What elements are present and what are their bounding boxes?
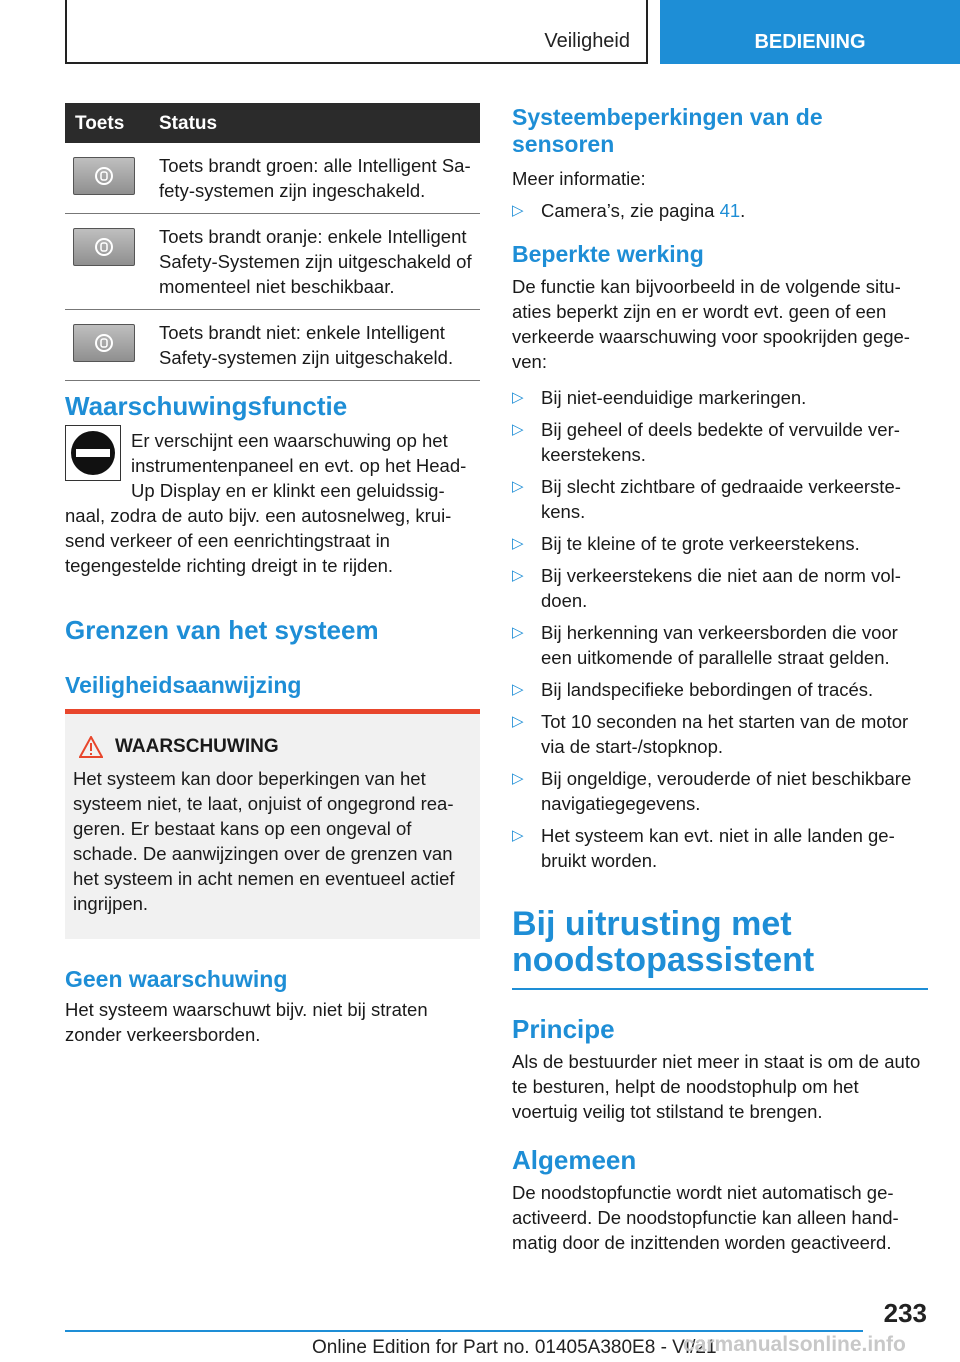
table-row xyxy=(65,143,480,214)
list-item: ▷ Het systeem kan evt. niet in alle landen ge-bruikt worden. xyxy=(512,825,895,871)
header-chapter-tab: BEDIENING xyxy=(660,0,960,64)
sensoren-list xyxy=(512,198,928,223)
status-table xyxy=(65,103,480,381)
status-text: Toets brandt niet: enkele Intelligent Safety-systemen zijn uitgeschakeld. xyxy=(149,310,480,381)
triangle-bullet-icon: ▷ xyxy=(512,567,524,584)
triangle-bullet-icon: ▷ xyxy=(512,535,524,552)
triangle-bullet-icon: ▷ xyxy=(512,389,524,406)
triangle-bullet-icon: ▷ xyxy=(512,713,524,730)
warning-triangle-icon xyxy=(79,736,103,758)
triangle-bullet-icon: ▷ xyxy=(512,421,524,438)
table-header-toets: Toets xyxy=(65,103,149,143)
heading-noodstopassistent: Bij uitrusting met noodstopassistent xyxy=(512,905,815,979)
geen-waarschuwing-text: Het systeem waarschuwt bijv. niet bij straten zonder verkeersborden. xyxy=(65,999,428,1045)
status-text: Toets brandt oranje: enkele Intelligent Safety-Systemen zijn uitgeschakeld of momenteel niet beschikbaar. xyxy=(149,214,480,310)
safety-button-icon xyxy=(73,228,135,266)
status-text: Toets brandt groen: alle Intelligent Sa-fety-systemen zijn ingeschakeld. xyxy=(149,143,480,214)
page-link[interactable]: 41 xyxy=(719,200,741,221)
warning-text: Het systeem kan door beperkingen van het systeem niet, te laat, onjuist of ongegrond rea-geren. Er bestaat kans op een ongeval of schade. De aanwijzingen over de grenzen van het systeem in acht nemen en eventueel actief ingrijpen. xyxy=(73,768,455,914)
list-item: ▷ Bij geheel of deels bedekte of vervuilde ver-keerstekens. xyxy=(512,419,900,465)
heading-waarschuwingsfunctie: Waarschuwingsfunctie xyxy=(65,391,348,421)
triangle-bullet-icon: ▷ xyxy=(512,770,524,787)
triangle-bullet-icon: ▷ xyxy=(512,202,524,219)
algemeen-text: De noodstopfunctie wordt niet automatisch ge-activeerd. De noodstopfunctie kan alleen hand-matig door de inzittenden worden geactiveerd. xyxy=(512,1182,899,1253)
triangle-bullet-icon: ▷ xyxy=(512,827,524,844)
footer-edition: Online Edition for Part no. 01405A380E8 - VI/21 xyxy=(312,1337,717,1358)
table-row xyxy=(65,214,480,310)
triangle-bullet-icon: ▷ xyxy=(512,478,524,495)
safety-button-icon xyxy=(73,157,135,195)
beperkte-text: De functie kan bijvoorbeeld in de volgende situ-aties beperkt zijn en er wordt evt. geen of een verkeerde waarschuwing voor spookrijden gege-ven: xyxy=(512,276,910,372)
list-item: ▷ Bij verkeerstekens die niet aan de norm vol-doen. xyxy=(512,565,901,611)
status-table-header xyxy=(65,103,480,143)
list-item: ▷ Bij ongeldige, verouderde of niet beschikbare navigatiegegevens. xyxy=(512,768,912,814)
list-item: ▷ Camera’s, zie pagina 41. xyxy=(512,200,746,221)
heading-algemeen: Algemeen xyxy=(512,1145,637,1175)
heading-veiligheidsaanwijzing: Veiligheidsaanwijzing xyxy=(65,672,302,698)
triangle-bullet-icon: ▷ xyxy=(512,624,524,641)
beperkte-list xyxy=(512,385,928,873)
header-section-title: Veiligheid xyxy=(544,30,630,52)
list-item: ▷ Bij landspecifieke bebordingen of tracés. xyxy=(512,679,874,700)
heading-grenzen: Grenzen van het systeem xyxy=(65,615,379,645)
safety-button-icon xyxy=(73,324,135,362)
heading-geen-waarschuwing: Geen waarschuwing xyxy=(65,966,288,992)
list-item: ▷ Bij te kleine of te grote verkeerstekens. xyxy=(512,533,860,554)
footer-divider xyxy=(65,1330,863,1332)
triangle-bullet-icon: ▷ xyxy=(512,681,524,698)
warning-box xyxy=(65,709,480,939)
waarschuwingsfunctie-text: Er verschijnt een waarschuwing op het instrumentenpaneel en evt. op het Head-Up Display en er klinkt een geluidssig-naal, zodra de auto bijv. een autosnelweg, krui-send verkeer of een eenrichtingstraat in tegengestelde richting dreigt in te rijden. xyxy=(65,430,467,576)
watermark: carmanualsonline.info xyxy=(683,1333,906,1356)
list-item: ▷ Bij slecht zichtbare of gedraaide verkeerste-kens. xyxy=(512,476,901,522)
heading-principe: Principe xyxy=(512,1014,615,1044)
heading-beperkte-werking: Beperkte werking xyxy=(512,241,704,267)
left-column xyxy=(65,103,480,1045)
list-item: ▷ Bij niet-eenduidige markeringen. xyxy=(512,387,807,408)
list-item: ▷ Bij herkenning van verkeersborden die voor een uitkomende of parallelle straat gelden. xyxy=(512,622,898,668)
page-number: 233 xyxy=(883,1298,927,1328)
table-header-status: Status xyxy=(149,103,480,143)
principe-text: Als de bestuurder niet meer in staat is om de auto te besturen, helpt de noodstophulp om het voertuig veilig tot stilstand te brengen. xyxy=(512,1051,921,1122)
right-column xyxy=(512,103,928,1255)
section-divider xyxy=(512,988,928,990)
sensoren-intro: Meer informatie: xyxy=(512,168,646,189)
warning-label: WAARSCHUWING xyxy=(115,736,279,757)
list-item: ▷ Tot 10 seconden na het starten van de motor via de start-/stopknop. xyxy=(512,711,909,757)
heading-sensoren: Systeembeperkingen van de sensoren xyxy=(512,104,823,157)
table-row xyxy=(65,310,480,381)
